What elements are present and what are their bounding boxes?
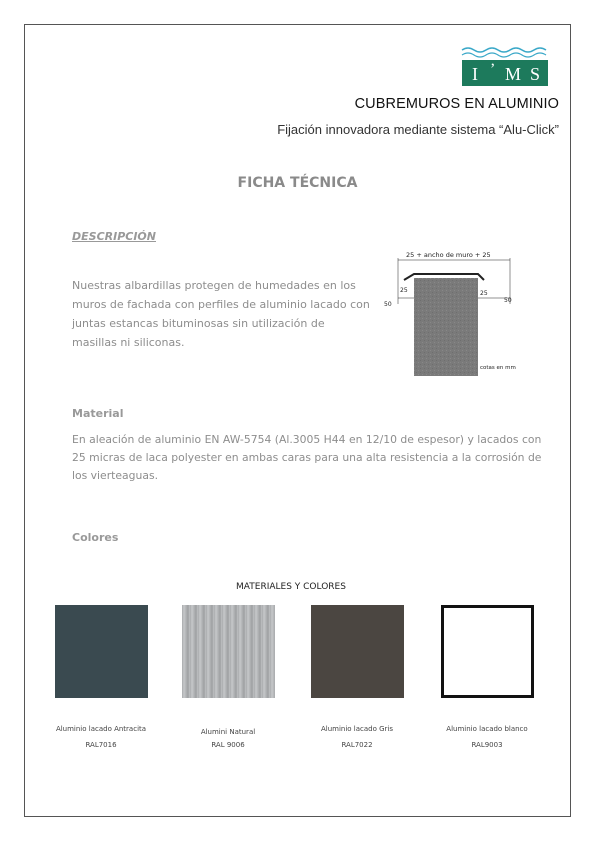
diagram-top-label: 25 + ancho de muro + 25: [406, 251, 491, 259]
colors-heading: Colores: [72, 531, 119, 544]
color-name: Aluminio lacado Antracita: [55, 725, 147, 733]
material-heading: Material: [72, 407, 124, 420]
diagram-right-outer: 50: [504, 297, 512, 304]
color-name: Alumini Natural: [200, 728, 256, 736]
color-code: RAL7022: [341, 741, 373, 749]
document-subtitle: Fijación innovadora mediante sistema “Alu-Click”: [277, 122, 559, 137]
color-code: RAL 9006: [211, 741, 245, 749]
color-swatch: [182, 605, 275, 698]
diagram-right-inner: 25: [480, 290, 488, 297]
svg-text:I: I: [472, 64, 478, 84]
material-text: En aleación de aluminio EN AW-5754 (Al.3005 H44 en 12/10 de espesor) y lacados con 25 micras de laca polyester en ambas caras para una alta resistencia a la corrosión de los vierteaguas.: [72, 433, 542, 482]
ims-logo: [460, 44, 548, 88]
document-title: CUBREMUROS EN ALUMINIO: [354, 96, 559, 112]
color-name: Aluminio lacado blanco: [446, 725, 528, 733]
profile-diagram: [378, 246, 528, 380]
color-swatch: [55, 605, 148, 698]
color-swatch: [441, 605, 534, 698]
description-heading: DESCRIPCIÓN: [72, 230, 156, 243]
diagram-units-note: cotas en mm: [480, 365, 516, 371]
section-title: FICHA TÉCNICA: [237, 175, 358, 191]
color-code: RAL9003: [471, 741, 503, 749]
svg-text:M: M: [505, 64, 522, 84]
materials-colors-title: MATERIALES Y COLORES: [236, 582, 346, 592]
svg-text:’: ’: [490, 61, 496, 78]
color-code: RAL7016: [85, 741, 117, 749]
color-name: Aluminio lacado Gris: [320, 725, 394, 733]
color-swatch: [311, 605, 404, 698]
diagram-left-inner: 25: [400, 287, 408, 294]
diagram-left-outer: 50: [384, 301, 392, 308]
description-text: Nuestras albardillas protegen de humedades en los muros de fachada con perfiles de aluminio lacado con juntas estancas bituminosas sin utilización de masillas ni siliconas.: [72, 279, 370, 349]
page-frame: [24, 24, 571, 817]
svg-text:S: S: [530, 64, 541, 84]
